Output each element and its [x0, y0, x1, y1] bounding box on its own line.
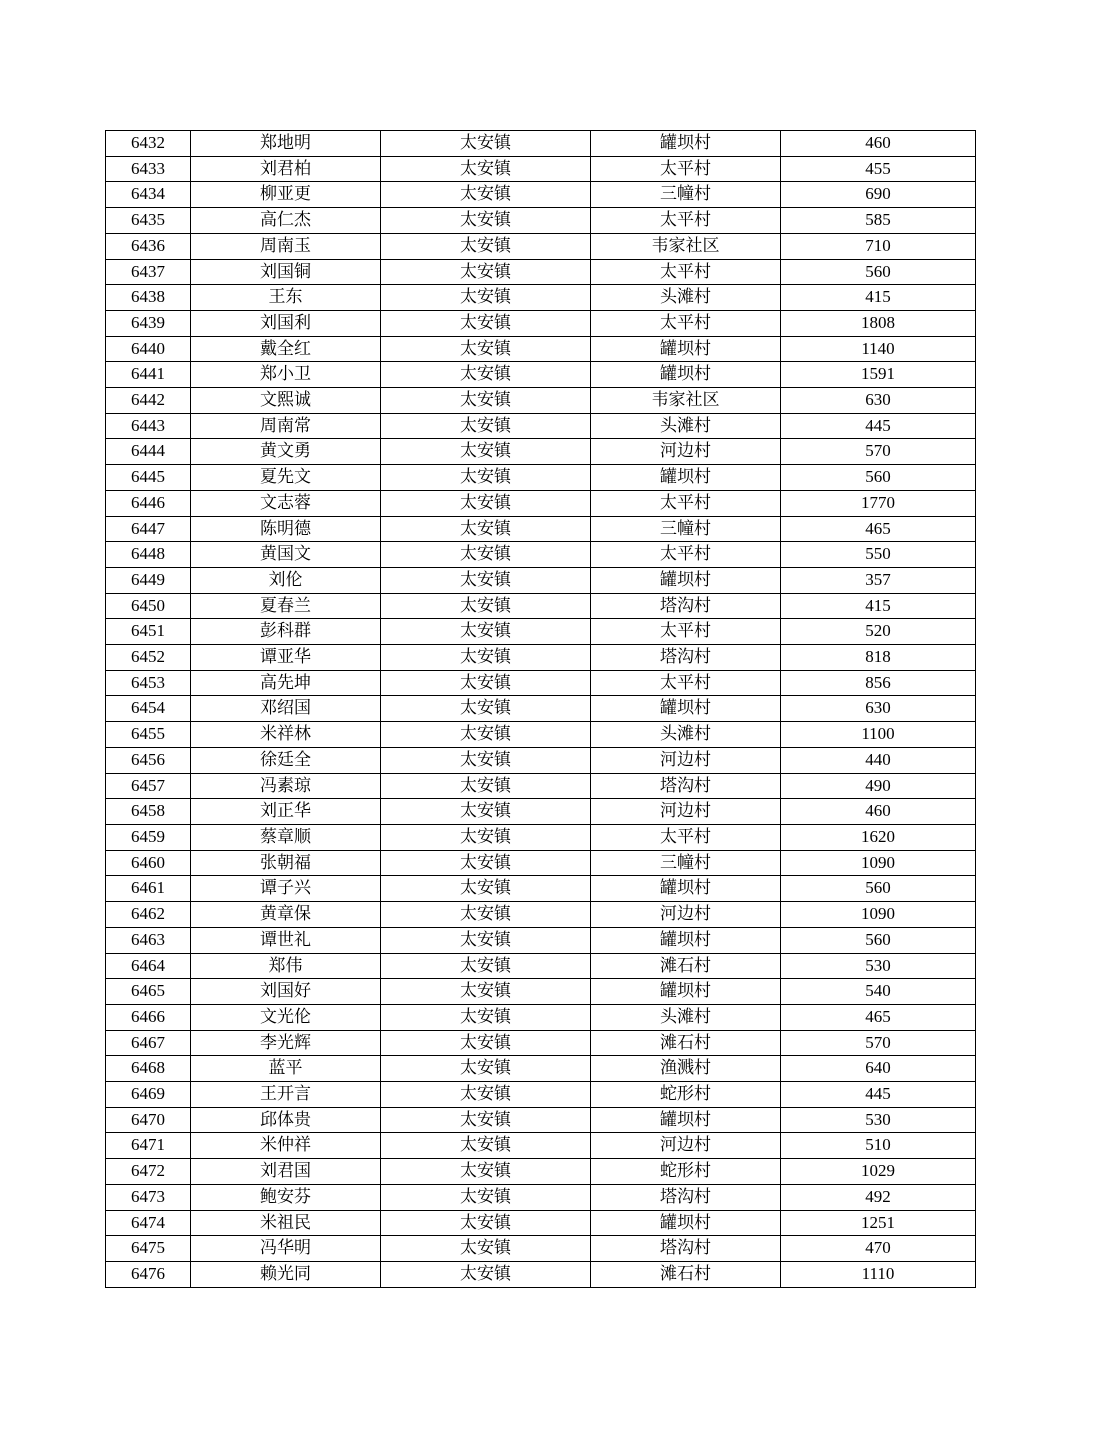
cell-village: 三幢村: [591, 516, 781, 542]
cell-village: 河边村: [591, 902, 781, 928]
cell-value: 818: [781, 645, 976, 671]
cell-village: 罐坝村: [591, 979, 781, 1005]
cell-value: 1090: [781, 902, 976, 928]
cell-name: 刘君柏: [191, 156, 381, 182]
table-row: [106, 1030, 976, 1056]
table-row: [106, 156, 976, 182]
cell-town: 太安镇: [381, 388, 591, 414]
cell-value: 465: [781, 516, 976, 542]
table-row: [106, 824, 976, 850]
cell-id: 6442: [106, 388, 191, 414]
cell-village: 罐坝村: [591, 567, 781, 593]
cell-name: 戴全红: [191, 336, 381, 362]
cell-id: 6465: [106, 979, 191, 1005]
cell-id: 6447: [106, 516, 191, 542]
cell-name: 赖光同: [191, 1261, 381, 1287]
cell-town: 太安镇: [381, 1210, 591, 1236]
cell-name: 邱体贵: [191, 1107, 381, 1133]
cell-name: 周南玉: [191, 233, 381, 259]
cell-town: 太安镇: [381, 1236, 591, 1262]
cell-town: 太安镇: [381, 362, 591, 388]
cell-id: 6449: [106, 567, 191, 593]
cell-value: 630: [781, 696, 976, 722]
table-row: [106, 1082, 976, 1108]
table-row: [106, 979, 976, 1005]
cell-id: 6457: [106, 773, 191, 799]
cell-town: 太安镇: [381, 259, 591, 285]
cell-value: 1140: [781, 336, 976, 362]
table-row: [106, 645, 976, 671]
cell-value: 710: [781, 233, 976, 259]
cell-name: 柳亚更: [191, 182, 381, 208]
cell-id: 6461: [106, 876, 191, 902]
cell-id: 6454: [106, 696, 191, 722]
cell-value: 640: [781, 1056, 976, 1082]
cell-name: 徐廷全: [191, 747, 381, 773]
cell-village: 太平村: [591, 542, 781, 568]
table-row: [106, 696, 976, 722]
table-row: [106, 902, 976, 928]
cell-town: 太安镇: [381, 927, 591, 953]
cell-value: 856: [781, 670, 976, 696]
cell-id: 6464: [106, 953, 191, 979]
cell-id: 6443: [106, 413, 191, 439]
cell-value: 1100: [781, 722, 976, 748]
cell-id: 6452: [106, 645, 191, 671]
cell-id: 6476: [106, 1261, 191, 1287]
cell-village: 塔沟村: [591, 1184, 781, 1210]
cell-name: 冯素琼: [191, 773, 381, 799]
cell-id: 6432: [106, 131, 191, 157]
cell-name: 夏先文: [191, 465, 381, 491]
cell-village: 罐坝村: [591, 696, 781, 722]
table-row: [106, 465, 976, 491]
cell-value: 1110: [781, 1261, 976, 1287]
cell-village: 塔沟村: [591, 645, 781, 671]
cell-town: 太安镇: [381, 747, 591, 773]
table-row: [106, 799, 976, 825]
cell-village: 塔沟村: [591, 593, 781, 619]
cell-name: 李光辉: [191, 1030, 381, 1056]
cell-village: 渔溅村: [591, 1056, 781, 1082]
cell-village: 头滩村: [591, 413, 781, 439]
table-row: [106, 182, 976, 208]
cell-town: 太安镇: [381, 902, 591, 928]
cell-name: 王开言: [191, 1082, 381, 1108]
table-row: [106, 773, 976, 799]
cell-town: 太安镇: [381, 542, 591, 568]
cell-name: 黄章保: [191, 902, 381, 928]
cell-name: 张朝福: [191, 850, 381, 876]
cell-id: 6440: [106, 336, 191, 362]
cell-village: 滩石村: [591, 1261, 781, 1287]
cell-name: 刘国利: [191, 310, 381, 336]
cell-village: 河边村: [591, 1133, 781, 1159]
cell-town: 太安镇: [381, 696, 591, 722]
cell-id: 6438: [106, 285, 191, 311]
cell-value: 445: [781, 1082, 976, 1108]
cell-id: 6441: [106, 362, 191, 388]
table-row: [106, 208, 976, 234]
cell-village: 河边村: [591, 439, 781, 465]
table-row: [106, 439, 976, 465]
cell-town: 太安镇: [381, 1159, 591, 1185]
cell-name: 鲍安芬: [191, 1184, 381, 1210]
cell-village: 滩石村: [591, 953, 781, 979]
cell-town: 太安镇: [381, 131, 591, 157]
cell-value: 1251: [781, 1210, 976, 1236]
cell-village: 太平村: [591, 670, 781, 696]
cell-id: 6453: [106, 670, 191, 696]
cell-value: 550: [781, 542, 976, 568]
cell-village: 太平村: [591, 490, 781, 516]
records-table: [105, 130, 976, 1288]
cell-id: 6455: [106, 722, 191, 748]
cell-town: 太安镇: [381, 156, 591, 182]
cell-village: 三幢村: [591, 850, 781, 876]
table-row: [106, 388, 976, 414]
cell-village: 罐坝村: [591, 131, 781, 157]
cell-name: 文光伦: [191, 1004, 381, 1030]
cell-town: 太安镇: [381, 465, 591, 491]
cell-name: 文志蓉: [191, 490, 381, 516]
cell-value: 570: [781, 1030, 976, 1056]
cell-name: 米仲祥: [191, 1133, 381, 1159]
cell-village: 头滩村: [591, 285, 781, 311]
cell-name: 谭子兴: [191, 876, 381, 902]
cell-value: 492: [781, 1184, 976, 1210]
cell-town: 太安镇: [381, 1184, 591, 1210]
cell-id: 6458: [106, 799, 191, 825]
cell-id: 6448: [106, 542, 191, 568]
cell-id: 6456: [106, 747, 191, 773]
cell-name: 刘君国: [191, 1159, 381, 1185]
cell-name: 文熙诚: [191, 388, 381, 414]
table-row: [106, 233, 976, 259]
cell-value: 540: [781, 979, 976, 1005]
cell-value: 490: [781, 773, 976, 799]
table-row: [106, 336, 976, 362]
cell-village: 韦家社区: [591, 233, 781, 259]
cell-town: 太安镇: [381, 1056, 591, 1082]
cell-village: 河边村: [591, 799, 781, 825]
cell-village: 太平村: [591, 824, 781, 850]
cell-village: 蛇形村: [591, 1082, 781, 1108]
cell-town: 太安镇: [381, 645, 591, 671]
cell-id: 6473: [106, 1184, 191, 1210]
cell-value: 690: [781, 182, 976, 208]
cell-name: 谭亚华: [191, 645, 381, 671]
cell-id: 6474: [106, 1210, 191, 1236]
cell-village: 三幢村: [591, 182, 781, 208]
cell-town: 太安镇: [381, 979, 591, 1005]
cell-village: 罐坝村: [591, 876, 781, 902]
table-row: [106, 516, 976, 542]
cell-value: 440: [781, 747, 976, 773]
cell-name: 冯华明: [191, 1236, 381, 1262]
cell-name: 黄文勇: [191, 439, 381, 465]
cell-name: 夏春兰: [191, 593, 381, 619]
cell-town: 太安镇: [381, 1030, 591, 1056]
table-row: [106, 670, 976, 696]
cell-value: 460: [781, 131, 976, 157]
table-row: [106, 1056, 976, 1082]
table-row: [106, 413, 976, 439]
cell-town: 太安镇: [381, 619, 591, 645]
cell-town: 太安镇: [381, 439, 591, 465]
cell-id: 6459: [106, 824, 191, 850]
table-row: [106, 850, 976, 876]
cell-village: 塔沟村: [591, 773, 781, 799]
cell-value: 630: [781, 388, 976, 414]
cell-id: 6468: [106, 1056, 191, 1082]
cell-id: 6469: [106, 1082, 191, 1108]
cell-value: 445: [781, 413, 976, 439]
cell-name: 刘伦: [191, 567, 381, 593]
cell-id: 6435: [106, 208, 191, 234]
cell-town: 太安镇: [381, 773, 591, 799]
cell-town: 太安镇: [381, 285, 591, 311]
cell-town: 太安镇: [381, 413, 591, 439]
cell-id: 6445: [106, 465, 191, 491]
cell-town: 太安镇: [381, 182, 591, 208]
cell-id: 6451: [106, 619, 191, 645]
table-row: [106, 1004, 976, 1030]
cell-village: 太平村: [591, 619, 781, 645]
cell-village: 太平村: [591, 156, 781, 182]
cell-value: 560: [781, 259, 976, 285]
cell-town: 太安镇: [381, 799, 591, 825]
table-row: [106, 747, 976, 773]
cell-name: 彭科群: [191, 619, 381, 645]
cell-name: 高仁杰: [191, 208, 381, 234]
cell-village: 头滩村: [591, 1004, 781, 1030]
cell-village: 河边村: [591, 747, 781, 773]
table-row: [106, 1159, 976, 1185]
table-row: [106, 542, 976, 568]
cell-village: 滩石村: [591, 1030, 781, 1056]
cell-name: 谭世礼: [191, 927, 381, 953]
cell-town: 太安镇: [381, 670, 591, 696]
cell-town: 太安镇: [381, 876, 591, 902]
table-row: [106, 362, 976, 388]
cell-id: 6471: [106, 1133, 191, 1159]
cell-town: 太安镇: [381, 208, 591, 234]
cell-value: 1090: [781, 850, 976, 876]
cell-village: 韦家社区: [591, 388, 781, 414]
cell-value: 530: [781, 1107, 976, 1133]
cell-town: 太安镇: [381, 233, 591, 259]
cell-village: 罐坝村: [591, 1107, 781, 1133]
cell-town: 太安镇: [381, 850, 591, 876]
cell-town: 太安镇: [381, 722, 591, 748]
table-row: [106, 927, 976, 953]
cell-name: 邓绍国: [191, 696, 381, 722]
cell-name: 刘国好: [191, 979, 381, 1005]
cell-village: 罐坝村: [591, 362, 781, 388]
cell-value: 455: [781, 156, 976, 182]
cell-name: 高先坤: [191, 670, 381, 696]
table-row: [106, 619, 976, 645]
cell-value: 560: [781, 927, 976, 953]
cell-town: 太安镇: [381, 824, 591, 850]
cell-town: 太安镇: [381, 310, 591, 336]
table-row: [106, 1261, 976, 1287]
cell-village: 塔沟村: [591, 1236, 781, 1262]
cell-town: 太安镇: [381, 1107, 591, 1133]
cell-value: 1029: [781, 1159, 976, 1185]
table-row: [106, 131, 976, 157]
cell-village: 蛇形村: [591, 1159, 781, 1185]
cell-town: 太安镇: [381, 336, 591, 362]
cell-name: 蔡章顺: [191, 824, 381, 850]
table-row: [106, 1133, 976, 1159]
cell-village: 罐坝村: [591, 465, 781, 491]
cell-value: 570: [781, 439, 976, 465]
cell-name: 米祥林: [191, 722, 381, 748]
cell-id: 6434: [106, 182, 191, 208]
cell-name: 郑伟: [191, 953, 381, 979]
cell-id: 6475: [106, 1236, 191, 1262]
cell-value: 465: [781, 1004, 976, 1030]
cell-town: 太安镇: [381, 1133, 591, 1159]
cell-village: 罐坝村: [591, 927, 781, 953]
cell-name: 陈明德: [191, 516, 381, 542]
table-row: [106, 1236, 976, 1262]
table-row: [106, 722, 976, 748]
cell-value: 1770: [781, 490, 976, 516]
cell-name: 蓝平: [191, 1056, 381, 1082]
table-row: [106, 1184, 976, 1210]
cell-value: 415: [781, 285, 976, 311]
cell-town: 太安镇: [381, 953, 591, 979]
cell-id: 6463: [106, 927, 191, 953]
cell-village: 头滩村: [591, 722, 781, 748]
cell-town: 太安镇: [381, 516, 591, 542]
cell-id: 6444: [106, 439, 191, 465]
cell-village: 罐坝村: [591, 336, 781, 362]
table-row: [106, 1210, 976, 1236]
cell-id: 6460: [106, 850, 191, 876]
cell-value: 585: [781, 208, 976, 234]
cell-value: 1591: [781, 362, 976, 388]
cell-name: 郑地明: [191, 131, 381, 157]
cell-value: 560: [781, 465, 976, 491]
cell-name: 王东: [191, 285, 381, 311]
cell-value: 530: [781, 953, 976, 979]
cell-village: 罐坝村: [591, 1210, 781, 1236]
cell-value: 560: [781, 876, 976, 902]
table-row: [106, 593, 976, 619]
table-row: [106, 490, 976, 516]
cell-value: 1808: [781, 310, 976, 336]
cell-value: 470: [781, 1236, 976, 1262]
cell-id: 6472: [106, 1159, 191, 1185]
table-row: [106, 876, 976, 902]
cell-name: 周南常: [191, 413, 381, 439]
table-row: [106, 567, 976, 593]
cell-id: 6436: [106, 233, 191, 259]
cell-value: 520: [781, 619, 976, 645]
cell-value: 460: [781, 799, 976, 825]
cell-id: 6439: [106, 310, 191, 336]
cell-value: 1620: [781, 824, 976, 850]
table-row: [106, 310, 976, 336]
cell-id: 6446: [106, 490, 191, 516]
table-row: [106, 285, 976, 311]
cell-town: 太安镇: [381, 567, 591, 593]
cell-town: 太安镇: [381, 1082, 591, 1108]
cell-id: 6437: [106, 259, 191, 285]
cell-village: 太平村: [591, 208, 781, 234]
cell-value: 510: [781, 1133, 976, 1159]
cell-name: 黄国文: [191, 542, 381, 568]
table-row: [106, 1107, 976, 1133]
table-body: [106, 131, 976, 1288]
cell-value: 357: [781, 567, 976, 593]
cell-name: 郑小卫: [191, 362, 381, 388]
cell-value: 415: [781, 593, 976, 619]
cell-id: 6470: [106, 1107, 191, 1133]
cell-name: 刘国铜: [191, 259, 381, 285]
cell-id: 6467: [106, 1030, 191, 1056]
cell-id: 6462: [106, 902, 191, 928]
cell-town: 太安镇: [381, 1261, 591, 1287]
cell-id: 6450: [106, 593, 191, 619]
table-row: [106, 953, 976, 979]
cell-name: 刘正华: [191, 799, 381, 825]
cell-town: 太安镇: [381, 593, 591, 619]
cell-id: 6433: [106, 156, 191, 182]
cell-town: 太安镇: [381, 1004, 591, 1030]
table-row: [106, 259, 976, 285]
cell-village: 太平村: [591, 310, 781, 336]
cell-name: 米祖民: [191, 1210, 381, 1236]
cell-town: 太安镇: [381, 490, 591, 516]
cell-id: 6466: [106, 1004, 191, 1030]
cell-village: 太平村: [591, 259, 781, 285]
